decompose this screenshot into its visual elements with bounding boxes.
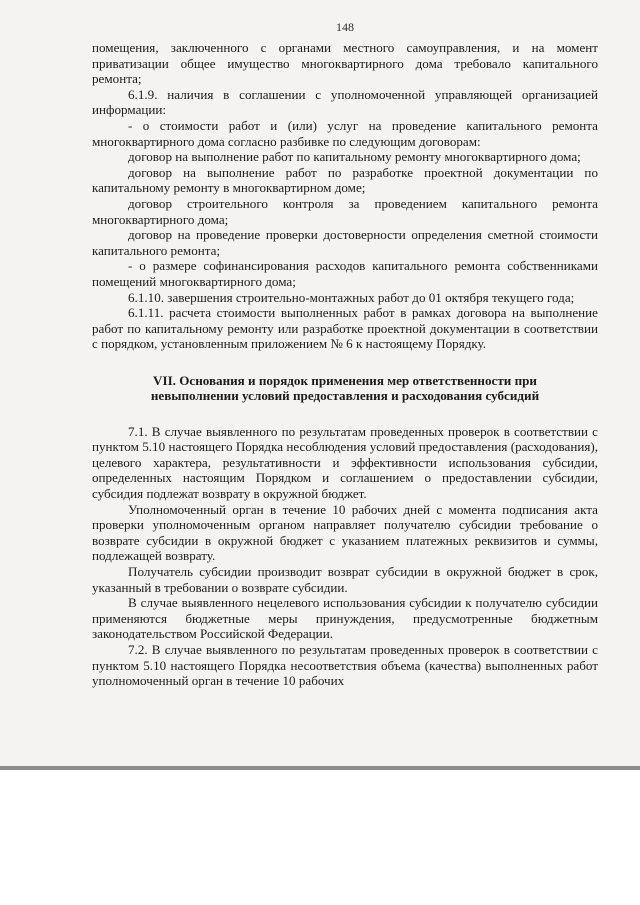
- paragraph: помещения, заключенного с органами местного самоуправления, и на момент приватизации общее имущество многоквартирного дома требовало капитального ремонта;: [92, 40, 598, 87]
- paragraph: 7.2. В случае выявленного по результатам проведенных проверок в соответствии с пунктом 5.10 настоящего Порядка несоответствия объема (качества) выполненных работ уполномоченный орган в течение 10 рабочих: [92, 642, 598, 689]
- paragraph: Получатель субсидии производит возврат субсидии в окружной бюджет в срок, указанный в требовании о возврате субсидии.: [92, 564, 598, 595]
- paragraphs-before-heading: [92, 40, 598, 352]
- section-heading: VII. Основания и порядок применения мер ответственности при невыполнении условий предоставления и расходования субсидий: [150, 372, 540, 404]
- paragraph: - о стоимости работ и (или) услуг на проведение капитального ремонта многоквартирного дома согласно разбивке по следующим договорам:: [92, 117, 598, 149]
- paragraph: договор на проведение проверки достоверности определения сметной стоимости капитального ремонта;: [92, 227, 598, 258]
- paragraph: 6.1.9. наличия в соглашении с уполномоченной управляющей организацией информации:: [92, 86, 598, 118]
- paragraph: договор на выполнение работ по капитальному ремонту многоквартирного дома;: [128, 149, 581, 165]
- paragraph: 6.1.11. расчета стоимости выполненных работ в рамках договора на выполнение работ по капитальному ремонту или разработке проектной документации в соответствии с порядком, установленным приложением № 6 к настоящему Порядку.: [92, 305, 598, 352]
- page-number: 148: [336, 20, 354, 34]
- page-content: [92, 20, 598, 689]
- paragraphs-after-heading: [92, 424, 598, 689]
- paragraph: договор на выполнение работ по разработке проектной документации по капитальному ремонту в многоквартирном доме;: [92, 164, 598, 196]
- paragraph: 6.1.10. завершения строительно-монтажных работ до 01 октября текущего года;: [128, 289, 575, 305]
- paragraph: Уполномоченный орган в течение 10 рабочих дней с момента подписания акта проверки уполномоченным органом направляет получателю субсидии требование о возврате субсидии в окружной бюджет с указанием платежных реквизитов и суммы, подлежащей возврату.: [92, 501, 598, 564]
- paragraph: - о размере софинансирования расходов капитального ремонта собственниками помещений многоквартирного дома;: [92, 258, 598, 289]
- paragraph: 7.1. В случае выявленного по результатам проведенных проверок в соответствии с пунктом 5.10 настоящего Порядка несоблюдения условий предоставления (расходования), целевого характера, результативности и эффективности использования субсидии, определенных настоящим Порядком и соглашением о предоставлении субсидии, субсидия подлежат возврату в окружной бюджет.: [92, 423, 598, 502]
- paragraph: договор строительного контроля за проведением капитального ремонта многоквартирного дома;: [92, 195, 598, 227]
- paragraph: В случае выявленного нецелевого использования субсидии к получателю субсидии применяются бюджетные меры принуждения, предусмотренные бюджетным законодательством Российской Федерации.: [92, 595, 598, 642]
